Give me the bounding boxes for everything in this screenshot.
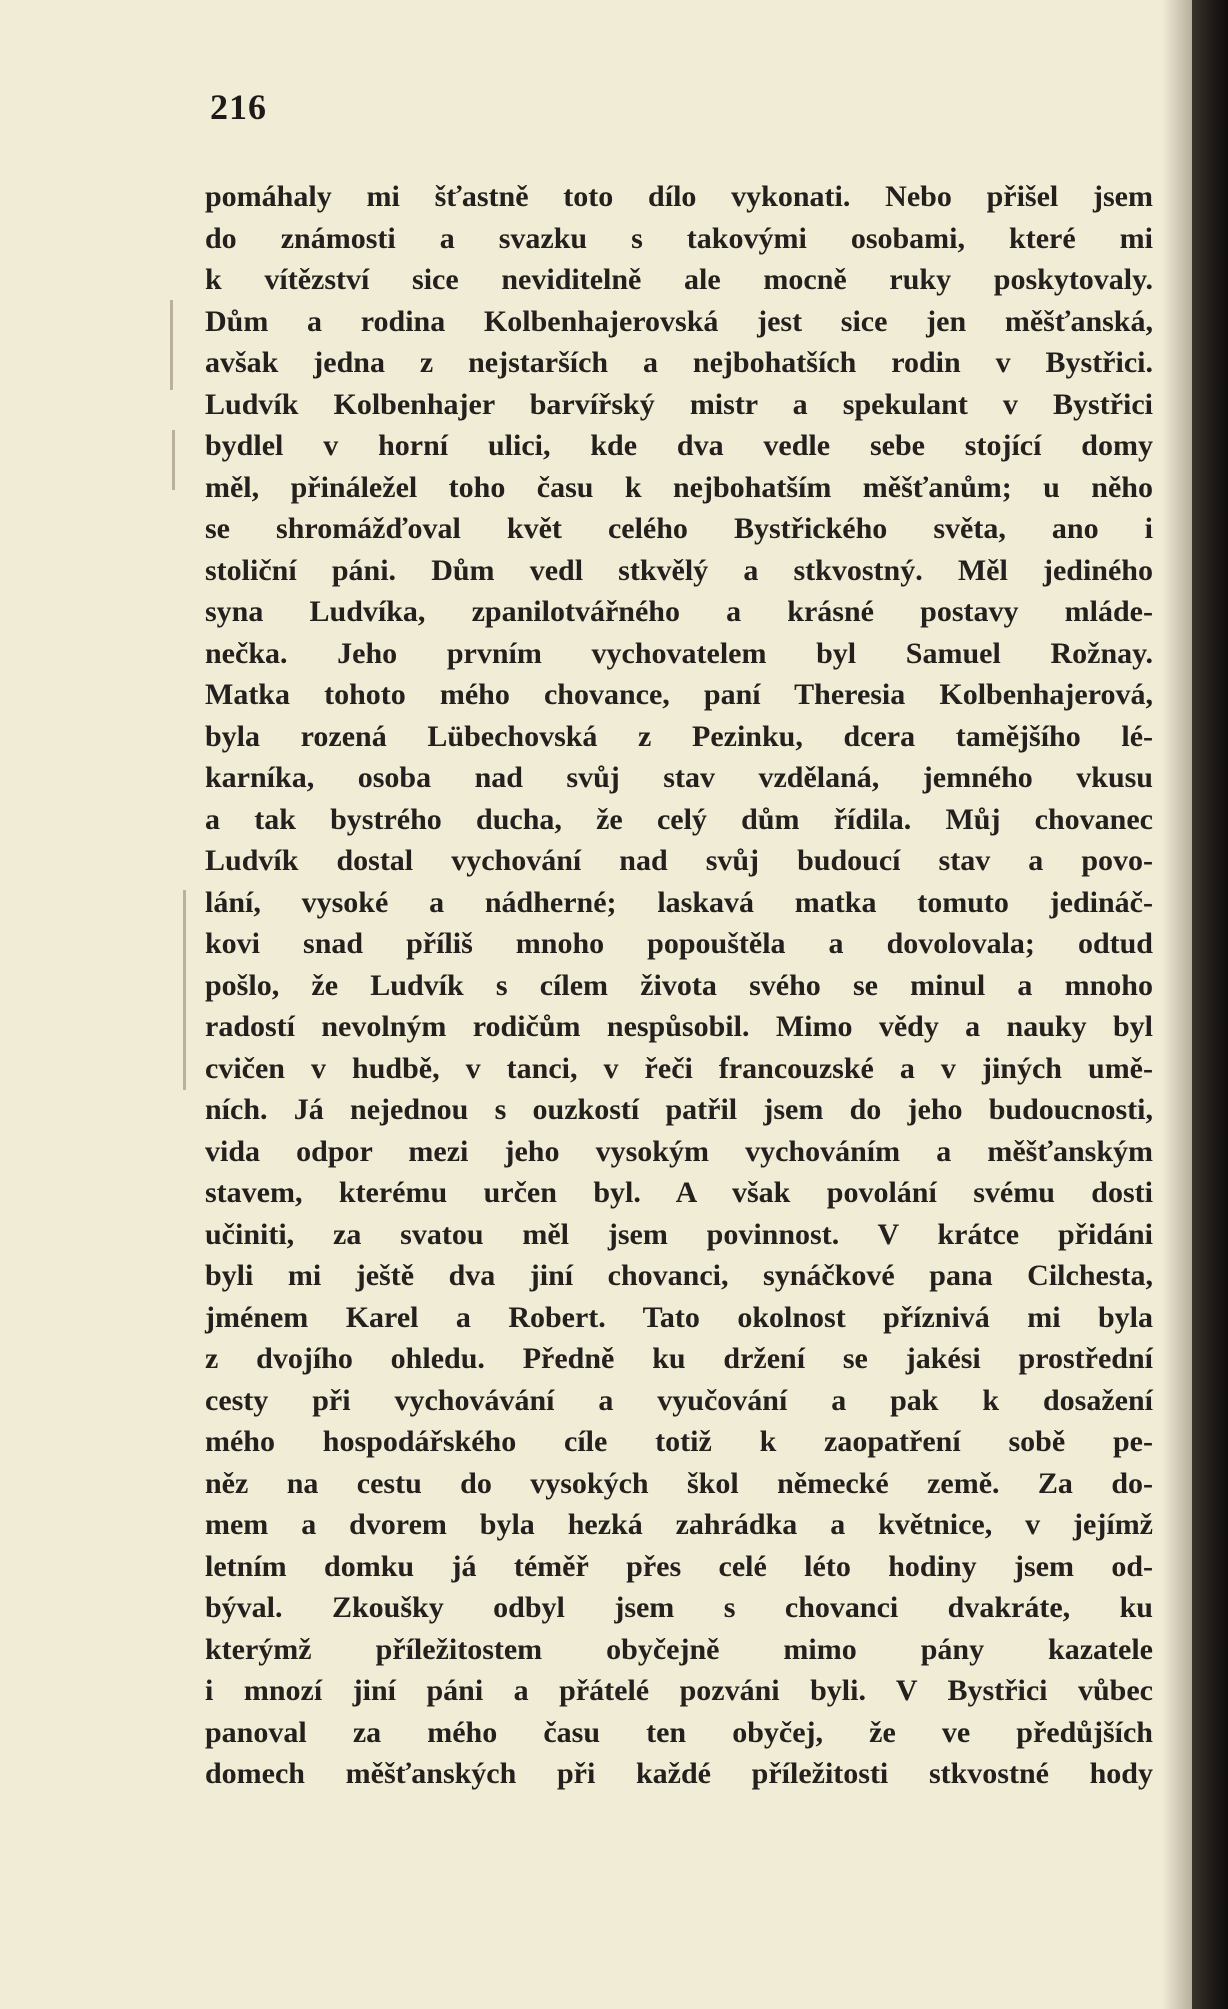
text-line: Ludvík dostal vychování nad svůj budoucí stav a povo- xyxy=(205,844,1153,877)
text-line: stavem, kterému určen byl. A však povolání svému dosti xyxy=(205,1176,1153,1209)
text-line: letním domku já téměř přes celé léto hodiny jsem od- xyxy=(205,1549,1153,1583)
text-line: se shromážďoval květ celého Bystřického světa, ano i xyxy=(205,512,1153,545)
text-line: byla rozená Lübechovská z Pezinku, dcera tamějšího lé- xyxy=(205,719,1153,753)
margin-pencil-mark xyxy=(183,890,186,1090)
text-line: kovi snad příliš mnoho popouštěla a dovolovala; odtud xyxy=(205,927,1153,960)
text-line: i mnozí jiní páni a přátelé pozváni byli. V Bystřici vůbec xyxy=(205,1674,1153,1707)
text-line: Dům a rodina Kolbenhajerovská jest sice jen měšťanská, xyxy=(205,304,1153,338)
text-line: karníka, osoba nad svůj stav vzdělaná, jemného vkusu xyxy=(205,761,1153,794)
text-line: něz na cestu do vysokých škol německé země. Za do- xyxy=(205,1466,1153,1500)
text-line: byli mi ještě dva jiní chovanci, synáčkové pana Cilchesta, xyxy=(205,1259,1153,1292)
text-line: ních. Já nejednou s ouzkostí patřil jsem do jeho budoucnosti, xyxy=(205,1093,1153,1126)
margin-pencil-mark xyxy=(170,300,173,390)
text-line: pomáhaly mi šťastně toto dílo vykonati. Nebo přišel jsem xyxy=(205,180,1153,213)
text-line: Matka tohoto mého chovance, paní Theresia Kolbenhajerová, xyxy=(205,678,1153,711)
text-line: radostí nevolným rodičům nespůsobil. Mimo vědy a nauky byl xyxy=(205,1010,1153,1043)
text-line: domech měšťanských při každé příležitosti stkvostné hody xyxy=(205,1757,1153,1790)
text-line: bydlel v horní ulici, kde dva vedle sebe stojící domy xyxy=(205,429,1153,462)
text-line: měl, přináležel toho času k nejbohatším měšťanům; u něho xyxy=(205,470,1153,504)
page-gutter-shadow xyxy=(1162,0,1192,2009)
text-line: býval. Zkoušky odbyl jsem s chovanci dvakráte, ku xyxy=(205,1591,1153,1624)
page-number: 216 xyxy=(210,87,267,127)
text-line: jménem Karel a Robert. Tato okolnost příznivá mi byla xyxy=(205,1300,1153,1334)
text-line: mého hospodářského cíle totiž k zaopatření sobě pe- xyxy=(205,1425,1153,1458)
text-line: z dvojího ohledu. Předně ku držení se jakési prostřední xyxy=(205,1342,1153,1375)
text-line: Ludvík Kolbenhajer barvířský mistr a spekulant v Bystřici xyxy=(205,387,1153,421)
margin-pencil-mark xyxy=(172,430,175,490)
text-line: k vítězství sice neviditelně ale mocně ruky poskytovaly. xyxy=(205,263,1153,296)
text-line: nečka. Jeho prvním vychovatelem byl Samuel Rožnay. xyxy=(205,636,1153,670)
text-line: mem a dvorem byla hezká zahrádka a květnice, v jejímž xyxy=(205,1508,1153,1541)
text-line: do známosti a svazku s takovými osobami, které mi xyxy=(205,221,1153,255)
body-text xyxy=(205,176,1153,1795)
text-line: panoval za mého času ten obyčej, že ve předůjších xyxy=(205,1715,1153,1749)
text-line: lání, vysoké a nádherné; laskavá matka tomuto jedináč- xyxy=(205,885,1153,919)
text-line: učiniti, za svatou měl jsem povinnost. V krátce přidáni xyxy=(205,1217,1153,1251)
text-line: stoliční páni. Dům vedl stkvělý a stkvostný. Měl jediného xyxy=(205,553,1153,587)
text-line: kterýmž příležitostem obyčejně mimo pány kazatele xyxy=(205,1632,1153,1666)
text-line: pošlo, že Ludvík s cílem života svého se minul a mnoho xyxy=(205,968,1153,1002)
text-line: syna Ludvíka, zpanilotvářného a krásné postavy mláde- xyxy=(205,595,1153,628)
text-line: vida odpor mezi jeho vysokým vychováním a měšťanským xyxy=(205,1134,1153,1168)
book-spine-edge xyxy=(1192,0,1228,2009)
text-line: cesty při vychovávání a vyučování a pak k dosažení xyxy=(205,1383,1153,1417)
text-line: cvičen v hudbě, v tanci, v řeči francouzské a v jiných umě- xyxy=(205,1051,1153,1085)
text-line: avšak jedna z nejstarších a nejbohatších rodin v Bystřici. xyxy=(205,346,1153,379)
text-line: a tak bystrého ducha, že celý dům řídila. Můj chovanec xyxy=(205,802,1153,836)
